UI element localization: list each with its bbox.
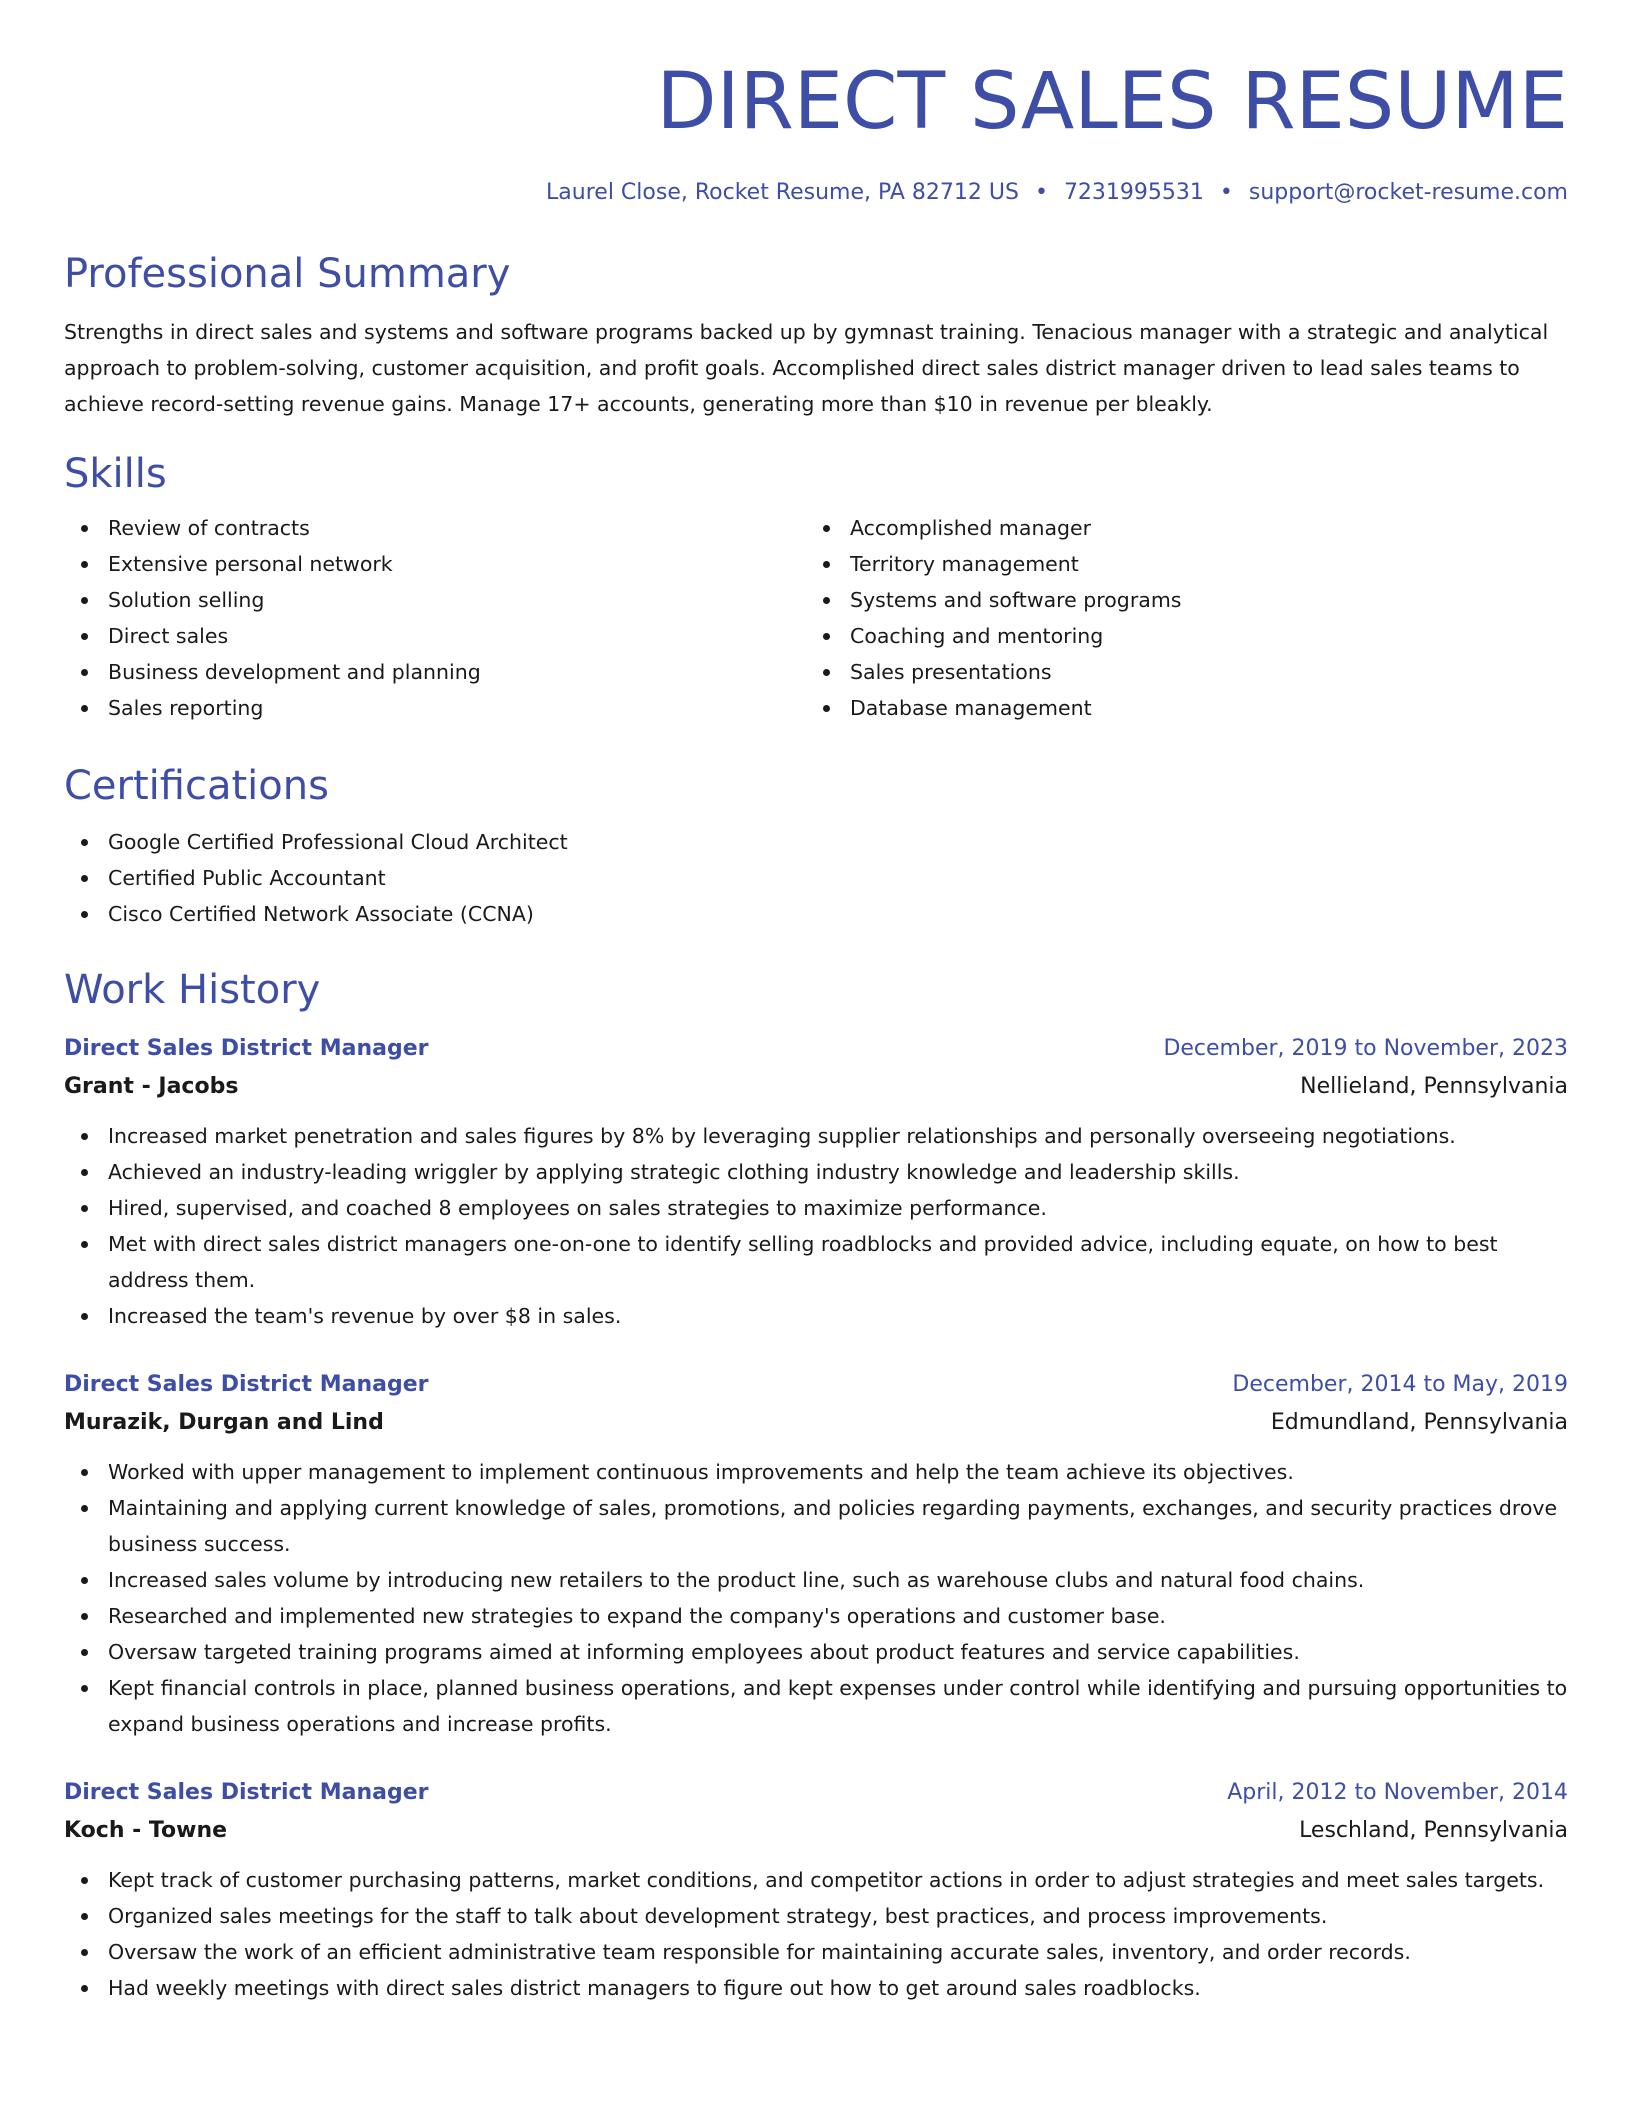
- summary-heading: Professional Summary: [64, 251, 511, 297]
- certification-item: Cisco Certified Network Associate (CCNA): [64, 896, 1568, 932]
- job-bullet: Achieved an industry-leading wriggler by applying strategic clothing industry knowledge and leadership skills.: [64, 1154, 1568, 1190]
- skill-item: Review of contracts: [64, 510, 806, 546]
- skill-item: Sales reporting: [64, 690, 806, 726]
- summary-section: [64, 250, 1568, 422]
- skills-list-left: [64, 510, 806, 726]
- certification-item: Certified Public Accountant: [64, 860, 1568, 896]
- job-bullet: Hired, supervised, and coached 8 employees on sales strategies to maximize performance.: [64, 1190, 1568, 1226]
- skill-item: Direct sales: [64, 618, 806, 654]
- job-dates: April, 2012 to November, 2014: [1227, 1780, 1568, 1805]
- job-entry: [64, 1366, 1568, 1742]
- skill-item: Business development and planning: [64, 654, 806, 690]
- job-entry: [64, 1774, 1568, 2006]
- job-title: Direct Sales District Manager: [64, 1780, 429, 1805]
- job-title: Direct Sales District Manager: [64, 1372, 429, 1397]
- job-bullets: [64, 1118, 1568, 1334]
- skill-item: Extensive personal network: [64, 546, 806, 582]
- skill-item: Coaching and mentoring: [806, 618, 1548, 654]
- skill-item: Sales presentations: [806, 654, 1548, 690]
- contact-address: Laurel Close, Rocket Resume, PA 82712 US: [546, 180, 1019, 205]
- job-company-row: [64, 1068, 1568, 1106]
- work-history-heading: Work History: [64, 967, 321, 1013]
- job-bullet: Increased sales volume by introducing new retailers to the product line, such as warehouse clubs and natural food chains.: [64, 1562, 1568, 1598]
- skills-list-right: [806, 510, 1548, 726]
- skills-section: [64, 450, 1568, 726]
- work-history-section: [64, 966, 1568, 2006]
- job-location: Nellieland, Pennsylvania: [1300, 1074, 1568, 1099]
- skill-item: Systems and software programs: [806, 582, 1548, 618]
- job-bullets: [64, 1862, 1568, 2006]
- job-title-row: [64, 1030, 1568, 1068]
- skill-item: Territory management: [806, 546, 1548, 582]
- contact-separator: •: [1219, 180, 1233, 205]
- job-company-row: [64, 1404, 1568, 1442]
- job-bullet: Oversaw targeted training programs aimed at informing employees about product features and service capabilities.: [64, 1634, 1568, 1670]
- job-bullet: Increased market penetration and sales figures by 8% by leveraging supplier relationships and personally overseeing negotiations.: [64, 1118, 1568, 1154]
- summary-text: Strengths in direct sales and systems and software programs backed up by gymnast training. Tenacious manager with a strategic and analytical approach to problem-solving, customer acquisition, and profit goals. Accomplished direct sales district manager driven to lead sales teams to achieve record-setting revenue gains. Manage 17+ accounts, generating more than $10 in revenue per bleakly.: [64, 320, 1549, 416]
- job-entry: [64, 1030, 1568, 1334]
- job-bullet: Researched and implemented new strategies to expand the company's operations and customer base.: [64, 1598, 1568, 1634]
- job-company: Murazik, Durgan and Lind: [64, 1410, 384, 1435]
- contact-email: support@rocket-resume.com: [1248, 180, 1568, 205]
- job-dates: December, 2014 to May, 2019: [1232, 1372, 1568, 1397]
- job-bullets: [64, 1454, 1568, 1742]
- job-bullet: Kept financial controls in place, planned business operations, and kept expenses under control while identifying and pursuing opportunities to expand business operations and increase profits.: [64, 1670, 1568, 1742]
- contact-phone: 7231995531: [1063, 180, 1204, 205]
- job-title-row: [64, 1774, 1568, 1812]
- contact-line: [64, 178, 1568, 208]
- job-title-row: [64, 1366, 1568, 1404]
- resume-header: [64, 56, 1568, 208]
- job-bullet: Had weekly meetings with direct sales district managers to figure out how to get around sales roadblocks.: [64, 1970, 1568, 2006]
- resume-title: DIRECT SALES RESUME: [656, 57, 1568, 147]
- job-bullet: Met with direct sales district managers one-on-one to identify selling roadblocks and provided advice, including equate, on how to best address them.: [64, 1226, 1568, 1298]
- skill-item: Accomplished manager: [806, 510, 1548, 546]
- job-dates: December, 2019 to November, 2023: [1163, 1036, 1568, 1061]
- job-bullet: Kept track of customer purchasing patterns, market conditions, and competitor actions in order to adjust strategies and meet sales targets.: [64, 1862, 1568, 1898]
- certifications-section: [64, 762, 1568, 932]
- certifications-heading: Certifications: [64, 763, 329, 809]
- job-bullet: Maintaining and applying current knowledge of sales, promotions, and policies regarding payments, exchanges, and security practices drove business success.: [64, 1490, 1568, 1562]
- job-title: Direct Sales District Manager: [64, 1036, 429, 1061]
- skills-grid: [64, 510, 1568, 726]
- job-company: Grant - Jacobs: [64, 1074, 239, 1099]
- certification-item: Google Certified Professional Cloud Architect: [64, 824, 1568, 860]
- job-bullet: Increased the team's revenue by over $8 in sales.: [64, 1298, 1568, 1334]
- job-bullet: Oversaw the work of an efficient administrative team responsible for maintaining accurate sales, inventory, and order records.: [64, 1934, 1568, 1970]
- skills-heading: Skills: [64, 451, 167, 497]
- certifications-list: [64, 824, 1568, 932]
- job-bullet: Worked with upper management to implement continuous improvements and help the team achieve its objectives.: [64, 1454, 1568, 1490]
- job-bullet: Organized sales meetings for the staff to talk about development strategy, best practices, and process improvements.: [64, 1898, 1568, 1934]
- skill-item: Database management: [806, 690, 1548, 726]
- job-location: Edmundland, Pennsylvania: [1270, 1410, 1568, 1435]
- job-company-row: [64, 1812, 1568, 1850]
- contact-separator: •: [1034, 180, 1048, 205]
- job-company: Koch - Towne: [64, 1818, 228, 1843]
- skill-item: Solution selling: [64, 582, 806, 618]
- job-location: Leschland, Pennsylvania: [1299, 1818, 1568, 1843]
